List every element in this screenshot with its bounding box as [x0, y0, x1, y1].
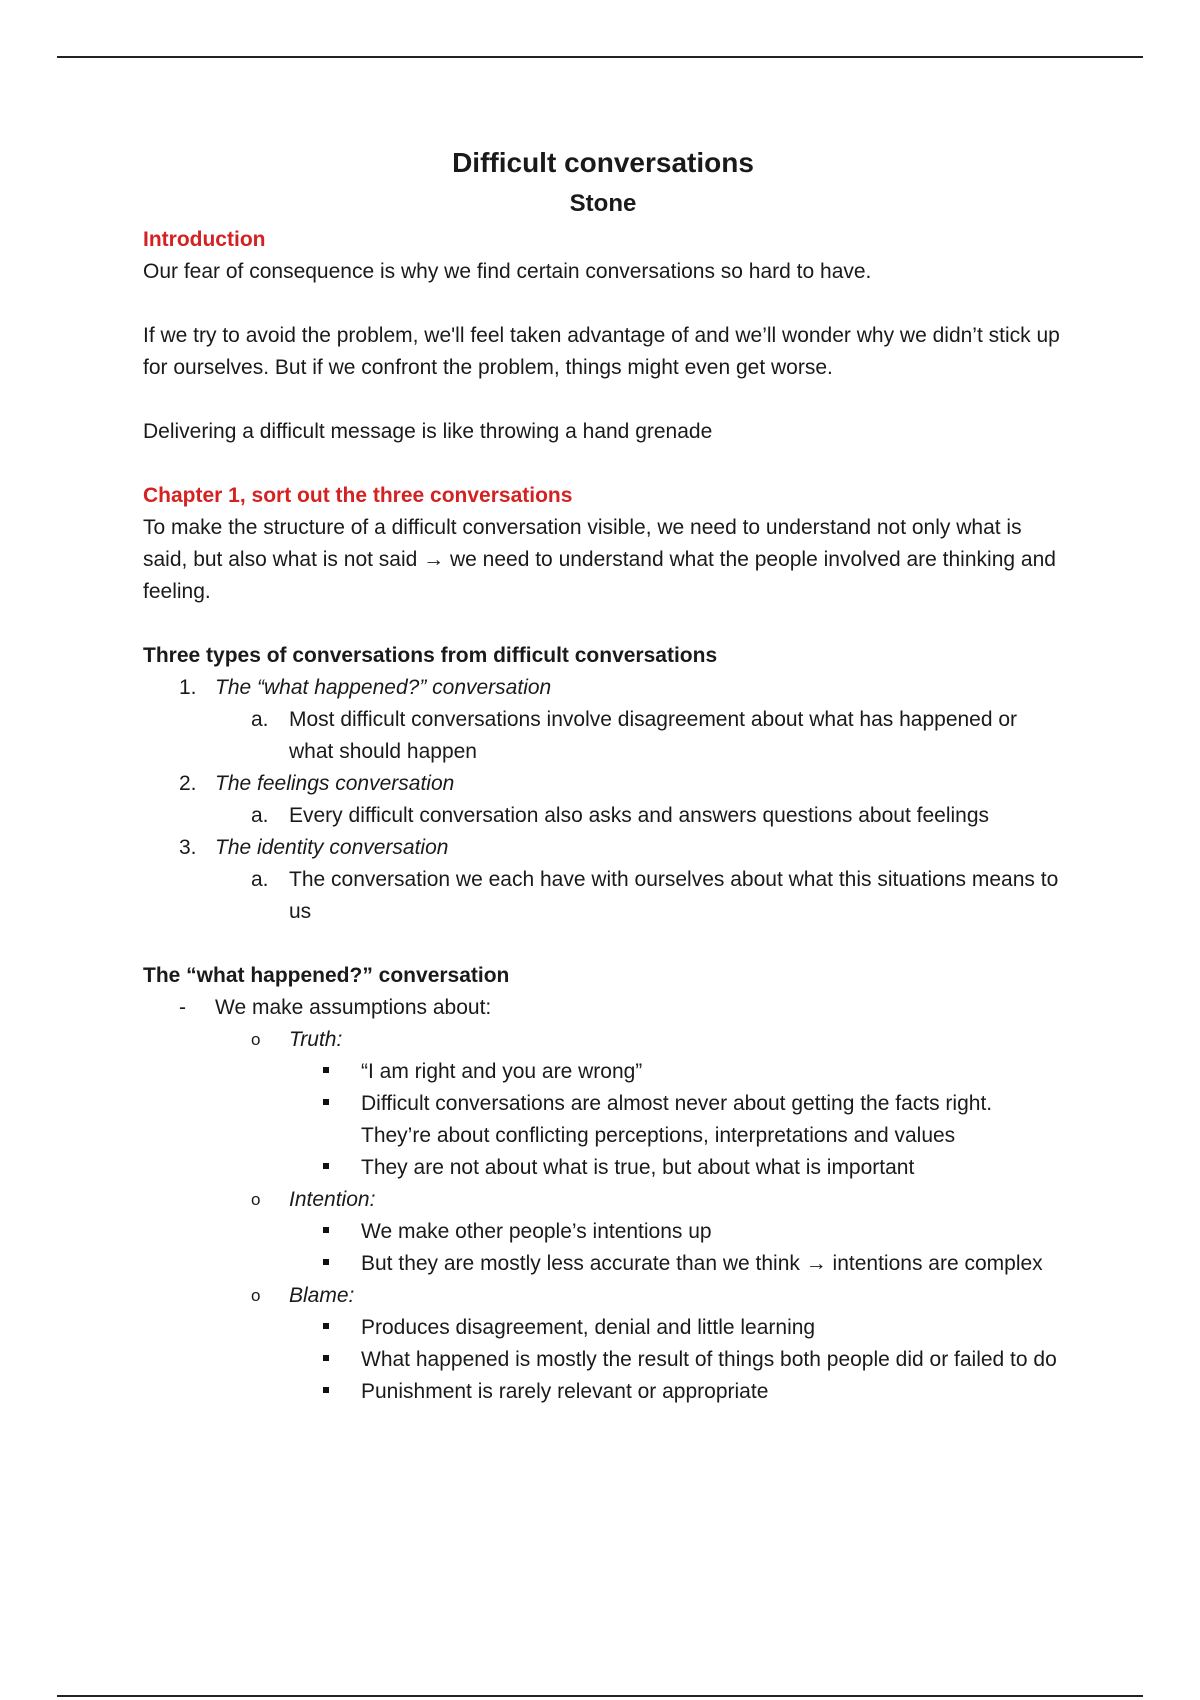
sub-list-marker: a.	[251, 708, 269, 731]
square-bullet-icon	[323, 1227, 329, 1233]
sub-list-marker: a.	[251, 804, 269, 827]
list-number: 3.	[179, 836, 197, 859]
bullet-item	[143, 1216, 1063, 1248]
sub-list-marker: a.	[251, 868, 269, 891]
chapter1-heading: Chapter 1, sort out the three conversations	[143, 484, 573, 507]
square-bullet-icon	[323, 1355, 329, 1361]
list-item-label: The “what happened?” conversation	[215, 676, 552, 699]
bullet-text: But they are mostly less accurate than we think → intentions are complex	[361, 1252, 1043, 1275]
list-item-label: The identity conversation	[215, 836, 449, 859]
document-title: Difficult conversations	[452, 147, 754, 178]
circle-bullet-icon: o	[251, 1190, 261, 1209]
bullet-item	[143, 1312, 1063, 1344]
sub-list-text: Every difficult conversation also asks and answers questions about feelings	[289, 804, 990, 827]
bullet-text: Produces disagreement, denial and little learning	[361, 1316, 816, 1339]
bullet-item	[143, 1344, 1063, 1376]
sub-list-item-blame	[143, 1280, 1063, 1312]
intention-label: Intention:	[289, 1188, 376, 1211]
square-bullet-icon	[323, 1067, 329, 1073]
bullet-item	[143, 1088, 1063, 1152]
square-bullet-icon	[323, 1387, 329, 1393]
square-bullet-icon	[323, 1259, 329, 1265]
bullet-text: Difficult conversations are almost never about getting the facts right. They’re about conflicting perceptions, interpretations and values	[361, 1092, 993, 1147]
three-types-heading: Three types of conversations from difficult conversations	[143, 644, 718, 667]
list-item-label: The feelings conversation	[215, 772, 455, 795]
bullet-text: What happened is mostly the result of things both people did or failed to do	[361, 1348, 1057, 1371]
list-number: 2.	[179, 772, 197, 795]
intro-heading: Introduction	[143, 228, 266, 251]
bullet-text: Punishment is rarely relevant or appropriate	[361, 1380, 769, 1403]
bottom-rule	[57, 1695, 1143, 1697]
intro-paragraph-1: Our fear of consequence is why we find certain conversations so hard to have.	[143, 260, 872, 283]
sub-list-item	[143, 800, 1063, 832]
sub-list-text: The conversation we each have with ourselves about what this situations means to us	[289, 868, 1059, 923]
sub-list-item	[143, 704, 1063, 768]
what-happened-heading: The “what happened?” conversation	[143, 964, 510, 987]
bullet-item	[143, 1248, 1063, 1280]
chapter1-paragraph: To make the structure of a difficult conversation visible, we need to understand not only what is said, but also what is not said → we need to understand what the people involved are thinking and feeling.	[143, 516, 1056, 603]
intro-paragraph-2: If we try to avoid the problem, we'll feel taken advantage of and we’ll wonder why we didn’t stick up for ourselves. But if we confront the problem, things might even get worse.	[143, 324, 1060, 379]
bullet-item	[143, 1152, 1063, 1184]
bullet-text: We make other people’s intentions up	[361, 1220, 712, 1243]
square-bullet-icon	[323, 1099, 329, 1105]
document-author: Stone	[569, 190, 637, 217]
bullet-text: “I am right and you are wrong”	[361, 1060, 643, 1083]
circle-bullet-icon: o	[251, 1030, 261, 1049]
list-item	[143, 832, 1063, 864]
sub-list-item-intention	[143, 1184, 1063, 1216]
dash-list-item	[143, 992, 1063, 1024]
square-bullet-icon	[323, 1323, 329, 1329]
intro-paragraph-3: Delivering a difficult message is like throwing a hand grenade	[143, 420, 713, 443]
list-number: 1.	[179, 676, 197, 699]
sub-list-text: Most difficult conversations involve disagreement about what has happened or what should happen	[289, 708, 1018, 763]
circle-bullet-icon: o	[251, 1286, 261, 1305]
top-rule	[57, 56, 1143, 58]
bullet-item	[143, 1056, 1063, 1088]
blame-label: Blame:	[289, 1284, 355, 1307]
square-bullet-icon	[323, 1163, 329, 1169]
bullet-item	[143, 1376, 1063, 1408]
document-page	[143, 140, 1063, 1408]
bullet-text: They are not about what is true, but about what is important	[361, 1156, 915, 1179]
list-item	[143, 768, 1063, 800]
list-item	[143, 672, 1063, 704]
sub-list-item	[143, 864, 1063, 928]
truth-label: Truth:	[289, 1028, 343, 1051]
assumptions-intro: We make assumptions about:	[215, 996, 492, 1019]
dash-marker: -	[179, 996, 186, 1019]
sub-list-item-truth	[143, 1024, 1063, 1056]
